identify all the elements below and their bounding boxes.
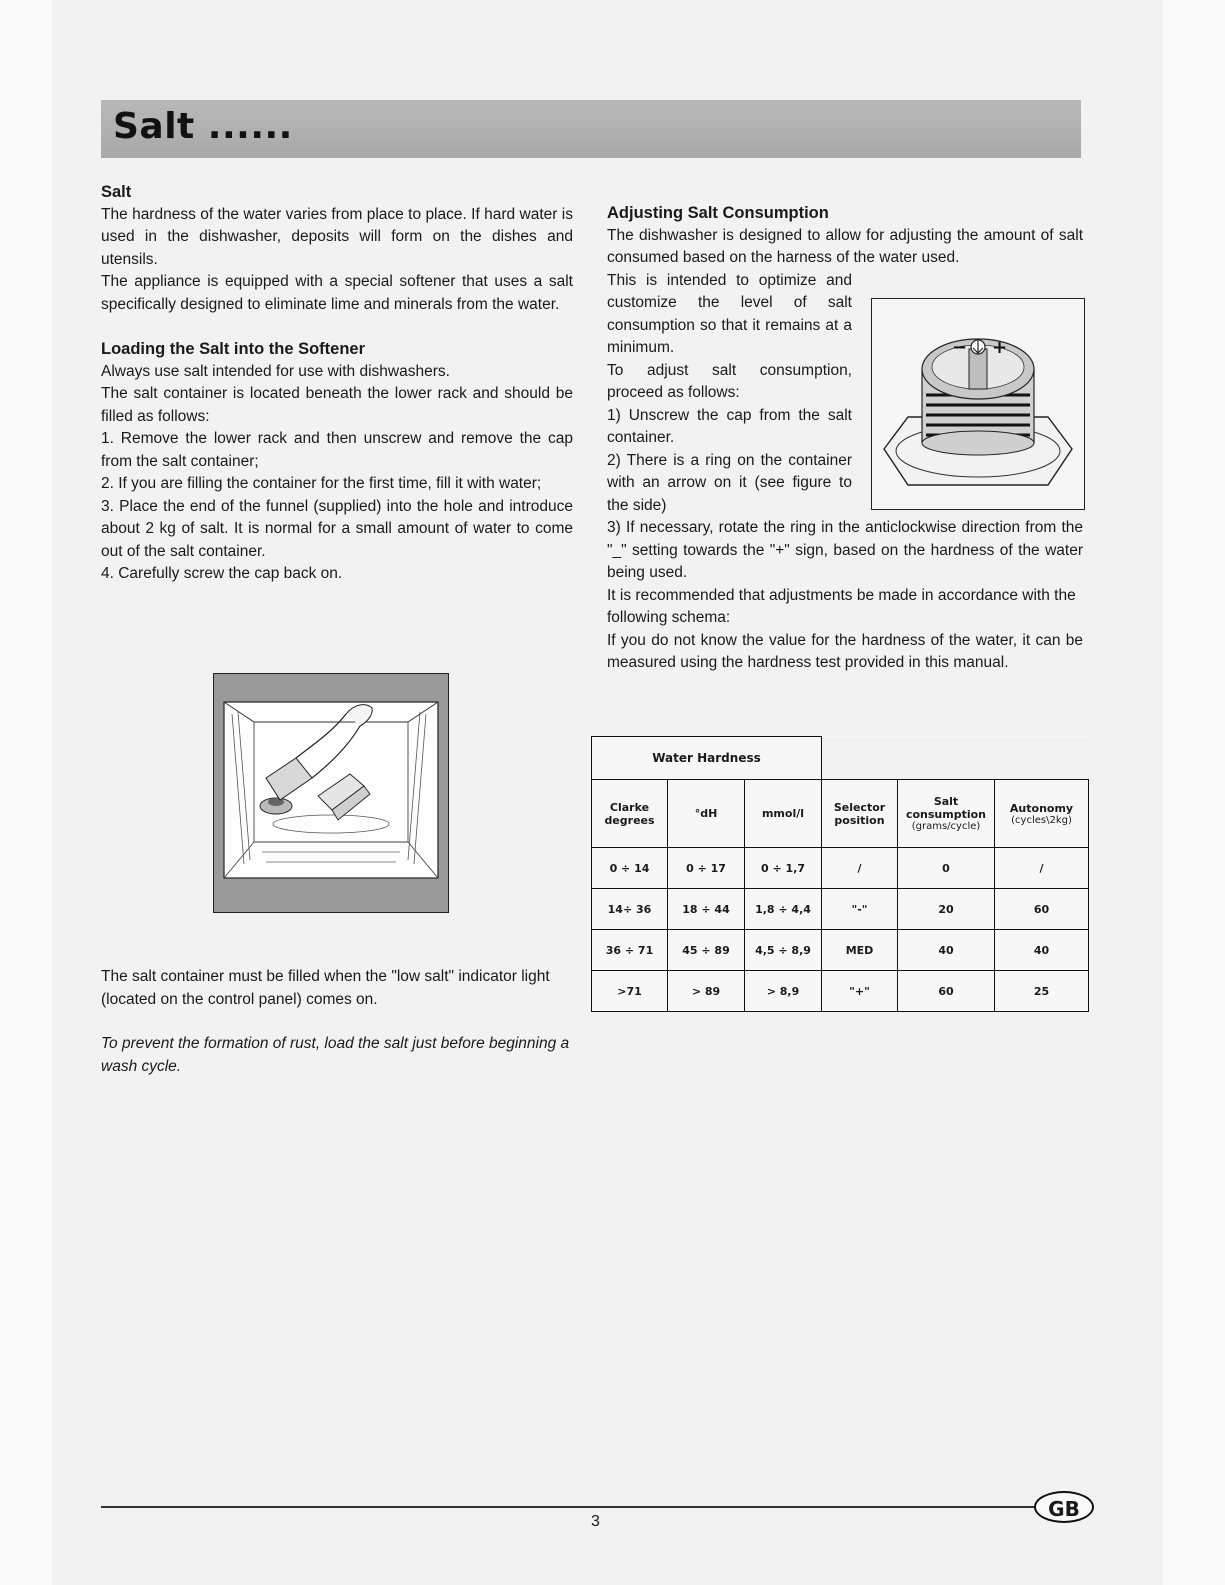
loading-paragraph-2: The salt container is located beneath the lower rack and should be filled as follows: [101, 385, 573, 425]
cell-dh: 18 ÷ 44 [668, 889, 745, 930]
col-header-salt-title: Salt consumption [905, 795, 987, 821]
cell-clarke: 14÷ 36 [592, 889, 668, 930]
water-hardness-table [591, 736, 1089, 1012]
adjusting-proceed: To adjust salt consumption, proceed as follows: [607, 361, 852, 401]
col-header-mmol: mmol/l [745, 780, 822, 848]
cell-selector: / [822, 848, 898, 889]
cell-mmol: 1,8 ÷ 4,4 [745, 889, 822, 930]
loading-step-1: 1. Remove the lower rack and then unscrew and remove the cap from the salt container; [101, 430, 573, 470]
loading-heading: Loading the Salt into the Softener [101, 340, 365, 358]
cell-mmol: > 8,9 [745, 971, 822, 1012]
low-salt-indicator-note: The salt container must be filled when the "low salt" indicator light (located on the control panel) comes on. [101, 968, 550, 1008]
loading-paragraph-1: Always use salt intended for use with dishwashers. [101, 362, 450, 380]
cap-plus-label: + [992, 337, 1008, 358]
col-header-salt-sub: (grams/cycle) [911, 821, 981, 832]
rust-prevention-note: To prevent the formation of rust, load the salt just before beginning a wash cycle. [101, 1035, 570, 1075]
cell-autonomy: / [995, 848, 1089, 889]
dishwasher-salt-loading-icon [214, 674, 448, 912]
col-header-clarke: Clarke degrees [592, 780, 668, 848]
adjusting-step-2: 2) There is a ring on the container with an arrow on it (see figure to the side) [607, 451, 852, 514]
cell-selector: "-" [822, 889, 898, 930]
left-column [101, 181, 573, 586]
adjusting-heading: Adjusting Salt Consumption [607, 204, 829, 222]
table-row [592, 889, 1089, 930]
country-badge: GB [1034, 1491, 1094, 1523]
dishwasher-figure [213, 673, 449, 913]
loading-step-4: 4. Carefully screw the cap back on. [101, 565, 343, 582]
water-hardness-group-header: Water Hardness [592, 737, 822, 780]
cell-clarke: 36 ÷ 71 [592, 930, 668, 971]
salt-cap-ring-icon [872, 299, 1084, 509]
salt-paragraph-2: The appliance is equipped with a special softener that uses a salt specifically designed to eliminate lime and minerals from the water. [101, 273, 573, 313]
adjusting-intro: The dishwasher is designed to allow for adjusting the amount of salt consumed based on the harness of the water used. [607, 226, 1083, 266]
cell-autonomy: 60 [995, 889, 1089, 930]
col-header-selector: Selector position [822, 780, 898, 848]
table-row [592, 930, 1089, 971]
adjusting-step-1: 1) Unscrew the cap from the salt container. [607, 406, 852, 446]
cell-clarke: >71 [592, 971, 668, 1012]
salt-heading: Salt [101, 183, 132, 201]
cell-dh: > 89 [668, 971, 745, 1012]
salt-paragraph-1: The hardness of the water varies from place to place. If hard water is used in the dishwasher, deposits will form on the dishes and utensils. [101, 205, 573, 268]
cell-selector: "+" [822, 971, 898, 1012]
page-title: Salt ...... [113, 106, 293, 147]
cell-autonomy: 40 [995, 930, 1089, 971]
page-number: 3 [591, 1513, 600, 1530]
cell-salt: 0 [898, 848, 995, 889]
cell-salt: 40 [898, 930, 995, 971]
cell-mmol: 4,5 ÷ 8,9 [745, 930, 822, 971]
page-margin-left [0, 0, 52, 1585]
cell-salt: 20 [898, 889, 995, 930]
adjusting-measure-note: If you do not know the value for the hardness of the water, it can be measured using the hardness test provided in this manual. [607, 631, 1083, 671]
cell-autonomy: 25 [995, 971, 1089, 1012]
cell-selector: MED [822, 930, 898, 971]
loading-step-2: 2. If you are filling the container for the first time, fill it with water; [101, 475, 542, 492]
cell-dh: 45 ÷ 89 [668, 930, 745, 971]
table-row [592, 848, 1089, 889]
adjusting-recommendation: It is recommended that adjustments be made in accordance with the following schema: [607, 586, 1076, 626]
col-header-dh: °dH [668, 780, 745, 848]
section-title-band [101, 100, 1081, 158]
cell-salt: 60 [898, 971, 995, 1012]
col-header-salt [898, 780, 995, 848]
loading-step-3: 3. Place the end of the funnel (supplied) into the hole and introduce about 2 kg of salt. It is normal for a small amount of water to come out of the salt container. [101, 497, 573, 560]
col-header-autonomy-sub: (cycles\2kg) [1011, 814, 1072, 826]
cell-dh: 0 ÷ 17 [668, 848, 745, 889]
page-margin-right [1163, 0, 1225, 1585]
cell-clarke: 0 ÷ 14 [592, 848, 668, 889]
salt-cap-figure [871, 298, 1085, 510]
col-header-autonomy [995, 780, 1089, 848]
cell-mmol: 0 ÷ 1,7 [745, 848, 822, 889]
table-row [592, 971, 1089, 1012]
adjusting-purpose: This is intended to optimize and customize the level of salt consumption so that it remains at a minimum. [607, 271, 852, 356]
cap-minus-label: − [952, 337, 968, 358]
footer-rule [101, 1506, 1036, 1508]
adjusting-step-3: 3) If necessary, rotate the ring in the anticlockwise direction from the "_" setting towards the "+" sign, based on the hardness of the water being used. [607, 519, 1083, 581]
col-header-autonomy-title: Autonomy [1009, 801, 1074, 815]
